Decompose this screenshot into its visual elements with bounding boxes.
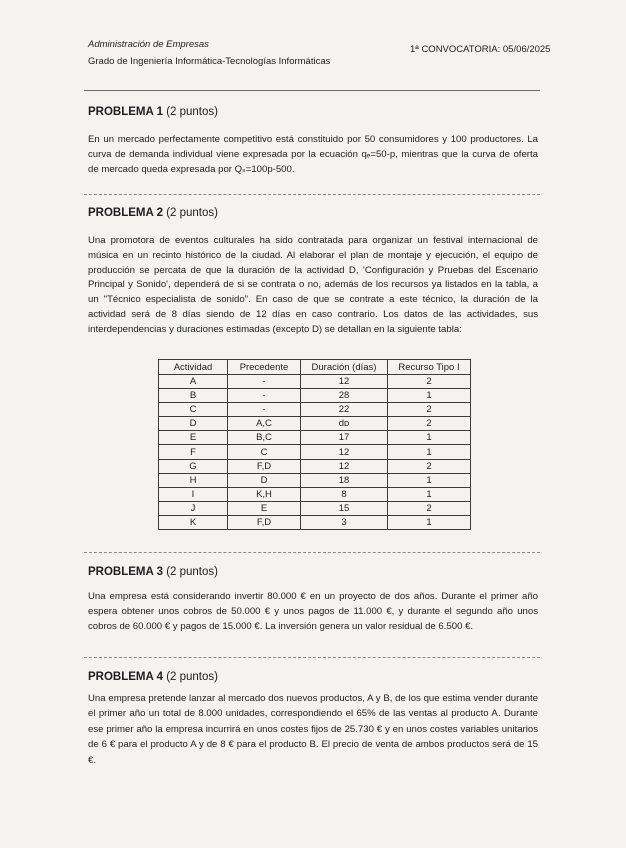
cell-precedent: - — [228, 389, 301, 403]
cell-resource: 2 — [388, 459, 471, 473]
cell-duration: 18 — [301, 473, 388, 487]
table-row — [159, 445, 471, 459]
cell-precedent: K,H — [228, 487, 301, 501]
exam-date: 1ª CONVOCATORIA: 05/06/2025 — [410, 44, 551, 55]
divider-1 — [84, 194, 540, 195]
cell-duration: 12 — [301, 375, 388, 389]
problem-2-title: PROBLEMA 2 — [88, 207, 163, 219]
cell-duration: 12 — [301, 445, 388, 459]
cell-activity: A — [159, 375, 228, 389]
cell-activity: D — [159, 417, 228, 431]
table-row — [159, 375, 471, 389]
cell-precedent: A,C — [228, 417, 301, 431]
problem-1-title: PROBLEMA 1 — [88, 106, 163, 118]
cell-activity: I — [159, 487, 228, 501]
table-row — [159, 473, 471, 487]
problem-3-title: PROBLEMA 3 — [88, 566, 163, 578]
problem-1-heading — [88, 106, 218, 118]
institution-name: Administración de Empresas — [88, 39, 209, 50]
table-row — [159, 403, 471, 417]
header-recurso: Recurso Tipo I — [388, 360, 471, 375]
degree-name: Grado de Ingeniería Informática-Tecnologías Informáticas — [88, 56, 331, 67]
header-divider — [84, 90, 540, 91]
cell-resource: 1 — [388, 487, 471, 501]
cell-activity: F — [159, 445, 228, 459]
cell-precedent: C — [228, 445, 301, 459]
cell-precedent: F,D — [228, 515, 301, 529]
activity-table — [158, 359, 471, 530]
table-row — [159, 417, 471, 431]
header-actividad: Actividad — [159, 360, 228, 375]
cell-activity: E — [159, 431, 228, 445]
problem-1-text: En un mercado perfectamente competitivo está constituido por 50 consumidores y 100 productores. La curva de demanda individual viene expresada por la ecuación qₑ=50-p, mientras que la curva de oferta de mercado queda expresada por Qₛ=100p-500. — [88, 134, 538, 175]
cell-precedent: D — [228, 473, 301, 487]
cell-activity: C — [159, 403, 228, 417]
problem-4-title: PROBLEMA 4 — [88, 671, 163, 683]
cell-resource: 1 — [388, 431, 471, 445]
problem-3-points: (2 puntos) — [166, 566, 218, 578]
table-row — [159, 501, 471, 515]
problem-4-points: (2 puntos) — [166, 671, 218, 683]
cell-precedent: - — [228, 375, 301, 389]
table-row — [159, 487, 471, 501]
problem-3-text: Una empresa está considerando invertir 80.000 € en un proyecto de dos años. Durante el primer año espera obtener unos cobros de 50.000 € y unos pagos de 11.000 €, y durante el segundo año unos cobros de 60.000 € y pagos de 15.000 €. La inversión genera un valor residual de 6.500 €. — [88, 591, 538, 632]
cell-duration: 3 — [301, 515, 388, 529]
cell-precedent: B,C — [228, 431, 301, 445]
cell-duration: 17 — [301, 431, 388, 445]
cell-duration: dᴅ — [301, 417, 388, 431]
cell-resource: 2 — [388, 375, 471, 389]
cell-activity: H — [159, 473, 228, 487]
cell-duration: 12 — [301, 459, 388, 473]
cell-resource: 2 — [388, 501, 471, 515]
divider-2 — [84, 552, 540, 553]
problem-3-heading — [88, 566, 218, 578]
cell-resource: 1 — [388, 389, 471, 403]
cell-duration: 15 — [301, 501, 388, 515]
cell-duration: 8 — [301, 487, 388, 501]
cell-duration: 28 — [301, 389, 388, 403]
table-row — [159, 515, 471, 529]
cell-activity: K — [159, 515, 228, 529]
divider-3 — [84, 657, 540, 658]
cell-resource: 1 — [388, 473, 471, 487]
cell-precedent: E — [228, 501, 301, 515]
header-left — [88, 36, 330, 70]
cell-activity: B — [159, 389, 228, 403]
cell-activity: G — [159, 459, 228, 473]
problem-2-points: (2 puntos) — [166, 207, 218, 219]
cell-resource: 1 — [388, 515, 471, 529]
problem-1-points: (2 puntos) — [166, 106, 218, 118]
problem-2-heading — [88, 207, 218, 219]
problem-4-heading — [88, 671, 218, 683]
cell-resource: 2 — [388, 417, 471, 431]
table-header-row — [159, 360, 471, 375]
table-row — [159, 389, 471, 403]
cell-precedent: F,D — [228, 459, 301, 473]
table-row — [159, 431, 471, 445]
cell-precedent: - — [228, 403, 301, 417]
cell-resource: 2 — [388, 403, 471, 417]
problem-2-text: Una promotora de eventos culturales ha sido contratada para organizar un festival internacional de música en un recinto histórico de la ciudad. Al elaborar el plan de montaje y ejecución, el equipo de producción se percata de que la duración de la actividad D, 'Configuración y Pruebas del Escenario Principal y Sonido', dependerá de si se contrata o no, además de los recursos ya listados en la tabla, a un "Técnico especialista de sonido". En caso de que se contrate a este técnico, la duración de la actividad será de 8 días siendo de 12 días en caso contrario. Los datos de las actividades, sus interdependencias y duraciones estimadas (excepto D) se detallan en la siguiente tabla: — [88, 235, 538, 335]
header-precedente: Precedente — [228, 360, 301, 375]
table-row — [159, 459, 471, 473]
cell-resource: 1 — [388, 445, 471, 459]
header-duracion: Duración (días) — [301, 360, 388, 375]
cell-activity: J — [159, 501, 228, 515]
problem-4-text: Una empresa pretende lanzar al mercado dos nuevos productos, A y B, de los que estima vender durante el primer año un total de 8.000 unidades, correspondiendo el 65% de las ventas al producto A. Durante ese primer año la empresa incurrirá en unos costes fijos de 25.730 € y en unos costes variables unitarios de 6 € para el producto A y de 8 € para el producto B. El precio de venta de ambos productos será de 15 €. — [88, 693, 538, 766]
cell-duration: 22 — [301, 403, 388, 417]
